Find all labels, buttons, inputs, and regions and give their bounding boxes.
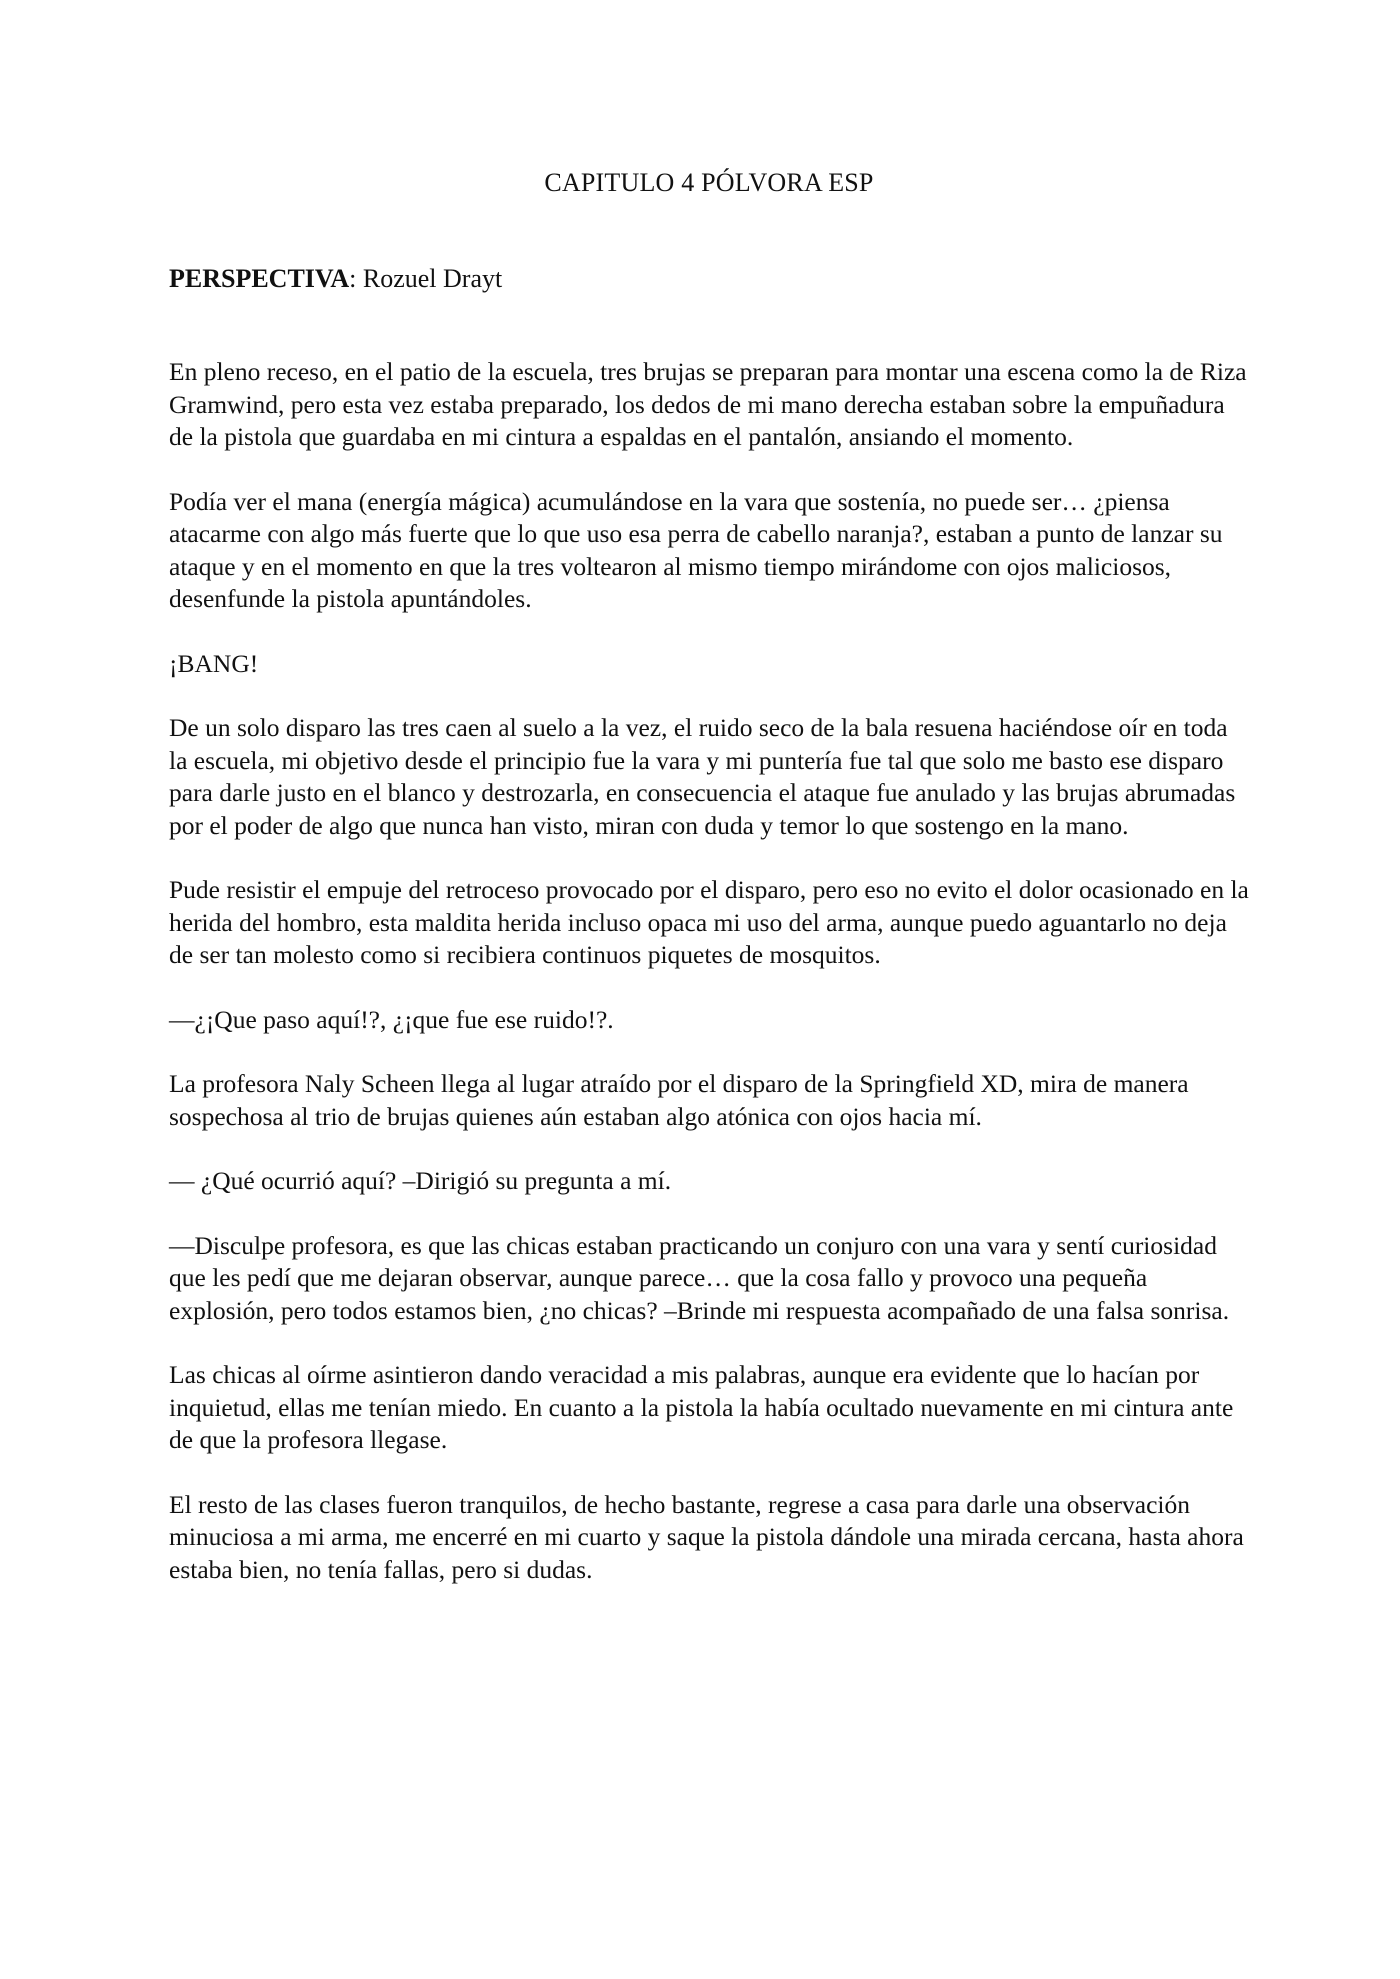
perspective-separator: : xyxy=(349,264,363,293)
paragraph-5: Pude resistir el empuje del retroceso provocado por el disparo, pero eso no evito el dolor ocasionado en la herida del hombro, esta maldita herida incluso opaca mi uso del arma, aunque puedo aguantarlo no deja de ser tan molesto como si recibiera continuos piquetes de mosquitos. xyxy=(169,875,1249,969)
paragraph-8: — ¿Qué ocurrió aquí? –Dirigió su pregunta a mí. xyxy=(169,1166,672,1195)
paragraph-3: ¡BANG! xyxy=(169,648,259,678)
paragraph-10: Las chicas al oírme asintieron dando veracidad a mis palabras, aunque era evidente que lo hacían por inquietud, ellas me tenían miedo. En cuanto a la pistola la había ocultado nuevamente en mi cintura ante de que la profesora llegase. xyxy=(169,1360,1234,1454)
paragraph-4: De un solo disparo las tres caen al suelo a la vez, el ruido seco de la bala resuena haciéndose oír en toda la escuela, mi objetivo desde el principio fue la vara y mi puntería fue tal que solo me basto ese disparo para darle justo en el blanco y destrozarla, en consecuencia el ataque fue anulado y las brujas abrumadas por el poder de algo que nunca han visto, miran con duda y temor lo que sostengo en la mano. xyxy=(169,713,1236,840)
paragraph-1: En pleno receso, en el patio de la escuela, tres brujas se preparan para montar una escena como la de Riza Gramwind, pero esta vez estaba preparado, los dedos de mi mano derecha estaban sobre la empuñadura de la pistola que guardaba en mi cintura a espaldas en el pantalón, ansiando el momento. xyxy=(169,357,1247,451)
chapter-title: CAPITULO 4 PÓLVORA ESP xyxy=(544,168,874,197)
document-body xyxy=(169,166,1249,1618)
perspective-line xyxy=(169,262,1249,296)
paragraph-6: —¿¡Que paso aquí!?, ¿¡que fue ese ruido!?. xyxy=(169,1004,614,1034)
paragraph-11: El resto de las clases fueron tranquilos, de hecho bastante, regrese a casa para darle una observación minuciosa a mi arma, me encerré en mi cuarto y saque la pistola dándole una mirada cercana, hasta ahora estaba bien, no tenía fallas, pero si dudas. xyxy=(169,1489,1244,1584)
paragraph-9: —Disculpe profesora, es que las chicas estaban practicando un conjuro con una vara y sentí curiosidad que les pedí que me dejaran observar, aunque parece… que la cosa fallo y provoco una pequeña explosión, pero todos estamos bien, ¿no chicas? –Brinde mi respuesta acompañado de una falsa sonrisa. xyxy=(169,1230,1230,1325)
perspective-value: Rozuel Drayt xyxy=(362,264,503,293)
paragraph-2: Podía ver el mana (energía mágica) acumulándose en la vara que sostenía, no puede ser… ¿piensa atacarme con algo más fuerte que lo que uso esa perra de cabello naranja?, estaban a punto de lanzar su ataque y en el momento en que la tres voltearon al mismo tiempo mirándome con ojos maliciosos, desenfunde la pistola apuntándoles. xyxy=(169,486,1223,613)
paragraph-7: La profesora Naly Scheen llega al lugar atraído por el disparo de la Springfield XD, mira de manera sospechosa al trio de brujas quienes aún estaban algo atónica con ojos hacia mí. xyxy=(169,1069,1189,1131)
perspective-label: PERSPECTIVA xyxy=(169,264,350,293)
